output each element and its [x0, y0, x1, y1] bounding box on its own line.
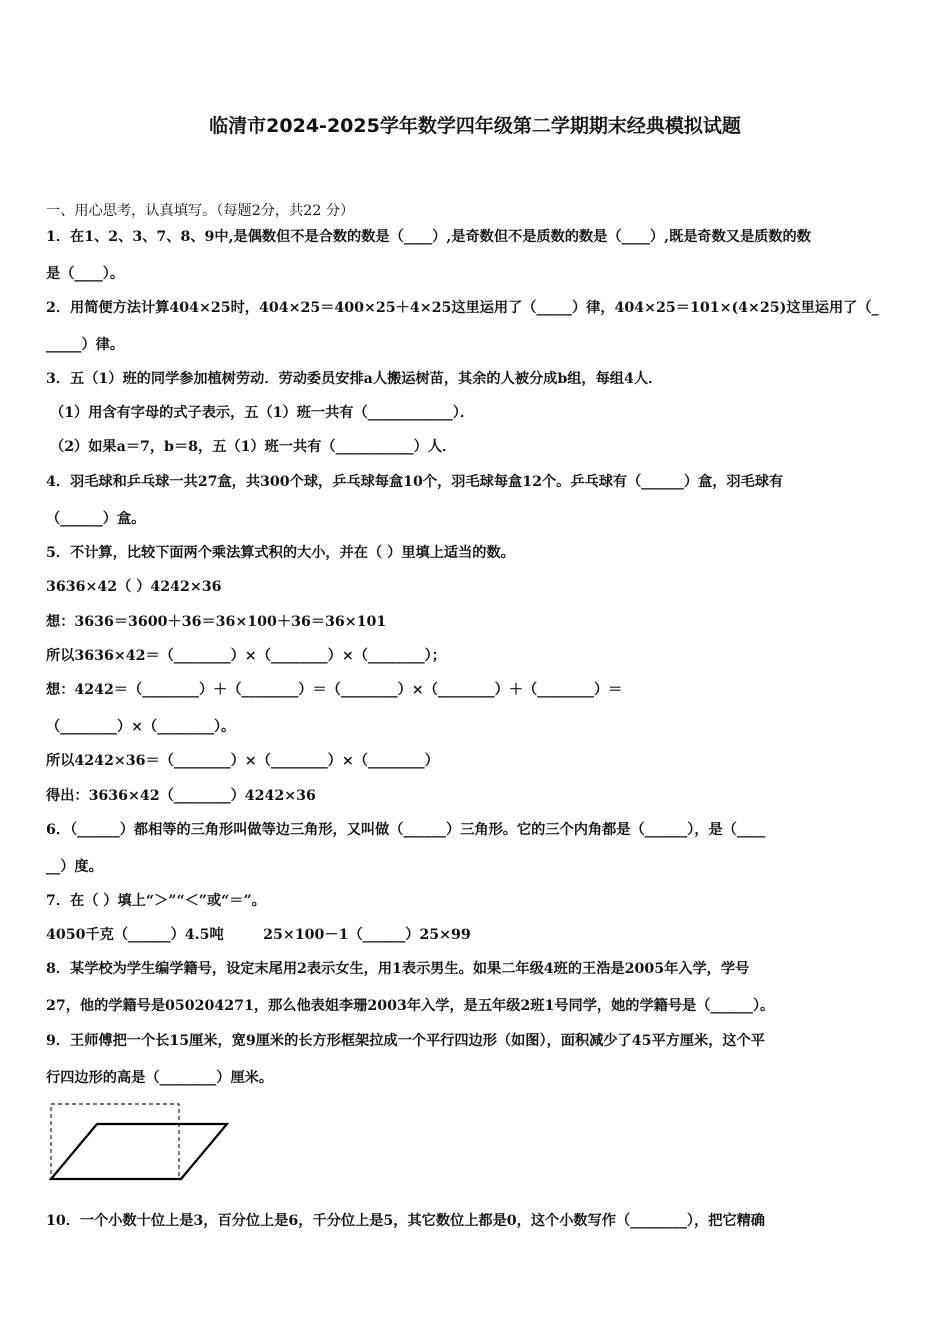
question-5-line-5: 想：4242＝（________）＋（________）＝（________）×（________）＋（________）＝ — [46, 682, 623, 698]
question-8-line-2: 27，他的学籍号是050204271，那么他表姐李珊2003年入学，是五年级2班1号同学，她的学籍号是（______）。 — [46, 998, 775, 1014]
question-6-line-2: __）度。 — [46, 859, 103, 875]
question-5-line-6: （________）×（________）。 — [46, 719, 236, 735]
question-1-line-2: 是（____）。 — [46, 266, 125, 282]
parallelogram-figure — [44, 1098, 234, 1184]
parallelogram-shape — [51, 1124, 227, 1179]
question-2-line-2: _____）律。 — [46, 337, 125, 353]
question-5-line-4: 所以3636×42＝（________）×（________）×（________）； — [46, 648, 446, 664]
question-5-line-2: 3636×42（ ）4242×36 — [46, 579, 222, 595]
question-1-line-1: 1．在1、2、3、7、8、9中,是偶数但不是合数的数是（____）,是奇数但不是质数的数是（____）,既是奇数又是质数的数 — [46, 229, 811, 245]
question-4-line-1: 4．羽毛球和乒乓球一共27盒，共300个球，乒乓球每盒10个，羽毛球每盒12个。乒乓球有（______）盒，羽毛球有 — [46, 474, 784, 490]
section-heading: 一、用心思考，认真填写。（每题2分，共22 分） — [46, 203, 355, 219]
question-9-line-1: 9．王师傅把一个长15厘米，宽9厘米的长方形框架拉成一个平行四边形（如图），面积减少了45平方厘米，这个平 — [46, 1033, 765, 1049]
question-6-line-1: 6．（______）都相等的三角形叫做等边三角形，又叫做（______）三角形。它的三个内角都是（______），是（____ — [46, 822, 766, 838]
question-5-line-3: 想：3636＝3600＋36＝36×100＋36＝36×101 — [46, 614, 387, 630]
question-5-line-7: 所以4242×36＝（________）×（________）×（________） — [46, 753, 439, 769]
question-4-line-2: （______）盒。 — [46, 511, 146, 527]
question-10-line-1: 10．一个小数十位上是3，百分位上是6，千分位上是5，其它数位上都是0，这个小数写作（________），把它精确 — [46, 1213, 765, 1229]
question-5-line-1: 5．不计算，比较下面两个乘法算式积的大小，并在（ ）里填上适当的数。 — [46, 545, 515, 561]
question-9-line-2: 行四边形的高是（________）厘米。 — [46, 1070, 274, 1086]
question-3-line-3: （2）如果a＝7，b＝8，五（1）班一共有（___________）人． — [50, 439, 457, 455]
original-rectangle-dashed — [51, 1104, 179, 1179]
question-8-line-1: 8．某学校为学生编学籍号，设定末尾用2表示女生，用1表示男生。如果二年级4班的王浩是2005年入学，学号 — [46, 961, 750, 977]
question-3-line-2: （1）用含有字母的式子表示，五（1）班一共有（____________）． — [50, 405, 475, 421]
question-5-line-8: 得出：3636×42（________）4242×36 — [46, 788, 316, 804]
question-7-line-2: 4050千克（______）4.5吨 25×100－1（______）25×99 — [46, 927, 471, 943]
question-2-line-1: 2．用简便方法计算404×25时，404×25＝400×25＋4×25这里运用了（_____）律，404×25＝101×(4×25)这里运用了（_ — [46, 300, 879, 316]
question-3-line-1: 3．五（1）班的同学参加植树劳动．劳动委员安排a人搬运树苗，其余的人被分成b组，每组4人． — [46, 371, 663, 387]
question-7-line-1: 7．在（ ）填上“＞”“＜”或“＝”。 — [46, 893, 266, 909]
page-title: 临清市2024-2025学年数学四年级第二学期期末经典模拟试题 — [209, 115, 741, 137]
